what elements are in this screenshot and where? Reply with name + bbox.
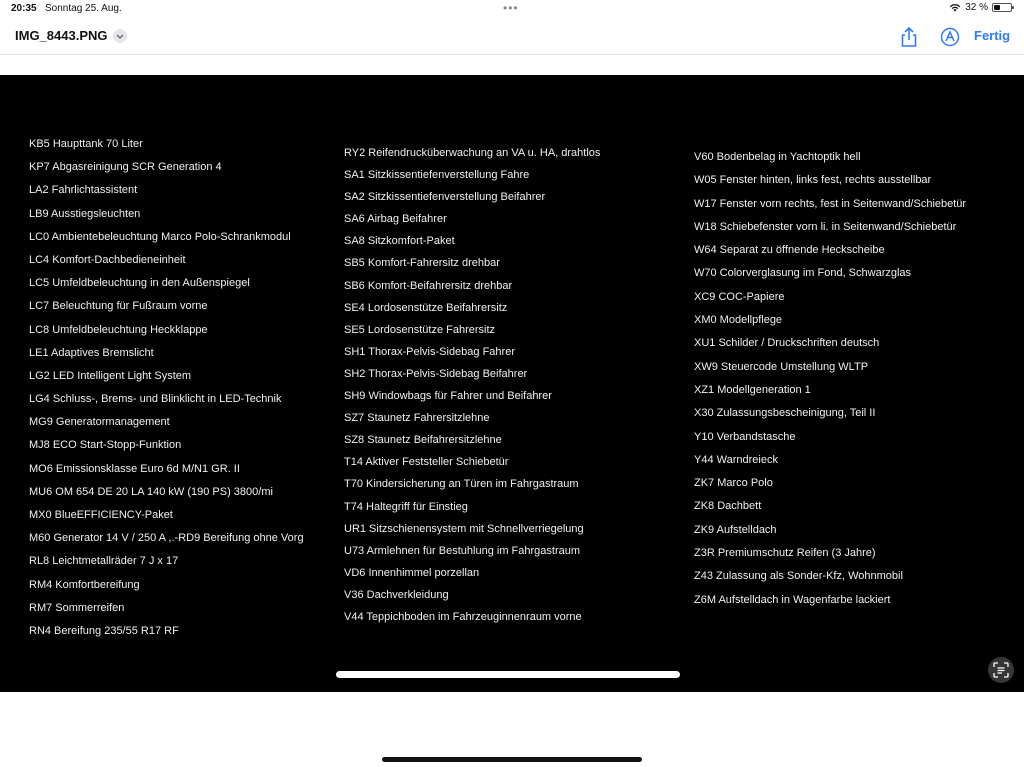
home-indicator[interactable] [382,757,642,762]
option-code-line: SZ8 Staunetz Beifahrersitzlehne [344,434,502,447]
option-code-line: Z43 Zulassung als Sonder-Kfz, Wohnmobil [694,570,903,583]
status-time: 20:35 [11,3,37,14]
multitasking-dots[interactable]: ••• [503,1,519,15]
option-code-line: SA2 Sitzkissentiefenverstellung Beifahrer [344,191,546,204]
option-code-line: XZ1 Modellgeneration 1 [694,383,811,396]
option-code-line: LC4 Komfort-Dachbedieneinheit [29,253,186,266]
option-code-line: SB5 Komfort-Fahrersitz drehbar [344,257,500,270]
option-code-line: T14 Aktiver Feststeller Schiebetür [344,456,509,469]
option-code-line: SE4 Lordosenstütze Beifahrersitz [344,301,508,314]
option-code-line: ZK9 Aufstelldach [694,523,777,536]
option-code-line: LC0 Ambientebeleuchtung Marco Polo-Schrankmodul [29,230,291,243]
option-code-line: SH1 Thorax-Pelvis-Sidebag Fahrer [344,345,515,358]
option-code-line: LB9 Ausstiegsleuchten [29,207,141,220]
option-code-line: U73 Armlehnen für Bestuhlung im Fahrgastraum [344,544,581,557]
option-code-line: MJ8 ECO Start-Stopp-Funktion [29,439,182,452]
option-code-line: Y44 Warndreieck [694,453,778,466]
chevron-down-icon[interactable] [113,29,127,43]
option-code-line: VD6 Innenhimmel porzellan [344,566,480,579]
option-code-line: Z6M Aufstelldach in Wagenfarbe lackiert [694,593,891,606]
option-code-line: V60 Bodenbelag in Yachtoptik hell [694,151,861,163]
option-code-line: V44 Teppichboden im Fahrzeuginnenraum vorne [344,610,582,623]
option-code-line: XM0 Modellpflege [694,314,783,327]
battery-percentage: 32 % [965,2,988,13]
option-code-line: LA2 Fahrlichtassistent [29,184,138,197]
share-icon[interactable] [899,26,919,48]
option-code-line: V36 Dachverkleidung [344,588,449,601]
option-code-line: LC8 Umfeldbeleuchtung Heckklappe [29,323,208,336]
option-code-line: MU6 OM 654 DE 20 LA 140 kW (190 PS) 3800/mi [29,485,273,498]
option-code-line: T70 Kindersicherung an Türen im Fahrgastraum [344,478,579,491]
done-button[interactable]: Fertig [974,28,1011,43]
status-date: Sonntag 25. Aug. [45,3,122,14]
option-code-line: MX0 BlueEFFICIENCY-Paket [29,509,173,521]
option-code-line: W64 Separat zu öffnende Heckscheibe [694,244,885,257]
option-code-line: W70 Colorverglasung im Fond, Schwarzglas [694,267,912,280]
battery-icon [992,3,1012,12]
option-code-line: W05 Fenster hinten, links fest, rechts ausstellbar [694,174,932,187]
option-code-line: SB6 Komfort-Beifahrersitz drehbar [344,279,513,292]
option-code-line: MG9 Generatormanagement [29,416,170,429]
option-code-line: SA1 Sitzkissentiefenverstellung Fahre [344,169,530,182]
option-list-column-1 [29,133,304,643]
option-code-line: SA8 Sitzkomfort-Paket [344,235,455,248]
option-code-line: LE1 Adaptives Bremslicht [29,346,154,359]
option-code-line: SA6 Airbag Beifahrer [344,213,447,226]
option-code-line: RM4 Komfortbereifung [29,578,140,591]
option-code-line: SE5 Lordosenstütze Fahrersitz [344,323,496,336]
image-content[interactable] [0,75,1024,692]
option-code-line: KP7 Abgasreinigung SCR Generation 4 [29,161,222,174]
option-code-line: SH2 Thorax-Pelvis-Sidebag Beifahrer [344,367,528,380]
option-code-line: RN4 Bereifung 235/55 R17 RF [29,624,179,637]
option-code-line: ZK8 Dachbett [694,500,762,513]
option-code-line: X30 Zulassungsbescheinigung, Teil II [694,407,876,420]
option-code-line: LC7 Beleuchtung für Fußraum vorne [29,300,208,313]
option-list-column-3 [694,146,966,612]
option-code-line: RM7 Sommerreifen [29,601,125,614]
option-code-line: M60 Generator 14 V / 250 A ,.-RD9 Bereifung ohne Vorg [29,532,304,545]
wifi-icon [949,3,961,12]
option-code-line: T74 Haltegriff für Einstieg [344,500,468,513]
option-code-line: LG2 LED Intelligent Light System [29,369,192,382]
live-text-icon[interactable] [988,657,1014,683]
option-code-line: LG4 Schluss-, Brems- und Blinklicht in LED-Technik [29,393,282,406]
option-code-line: MO6 Emissionsklasse Euro 6d M/N1 GR. II [29,462,240,475]
option-code-line: RY2 Reifendrucküberwachung an VA u. HA, drahtlos [344,147,601,159]
option-code-line: XC9 COC-Papiere [694,290,785,303]
markup-icon[interactable] [940,27,960,47]
option-code-line: Y10 Verbandstasche [694,430,796,443]
option-code-line: W17 Fenster vorn rechts, fest in Seitenwand/Schiebetür [694,197,967,210]
option-code-line: SH9 Windowbags für Fahrer und Beifahrer [344,390,552,403]
option-code-line: XW9 Steuercode Umstellung WLTP [694,360,869,373]
toolbar [0,18,1024,55]
option-code-line: ZK7 Marco Polo [694,477,773,490]
option-code-line: SZ7 Staunetz Fahrersitzlehne [344,412,490,425]
status-indicators [949,2,1012,13]
option-list-column-2 [344,142,600,628]
option-code-line: RL8 Leichtmetallräder 7 J x 17 [29,555,179,568]
option-code-line: Z3R Premiumschutz Reifen (3 Jahre) [694,547,876,560]
option-code-line: KB5 Haupttank 70 Liter [29,138,143,150]
scroll-indicator [336,671,680,678]
file-title[interactable]: IMG_8443.PNG [15,28,108,43]
option-code-line: UR1 Sitzschienensystem mit Schnellverriegelung [344,522,584,535]
option-code-line: XU1 Schilder / Druckschriften deutsch [694,337,880,350]
option-code-line: W18 Schiebefenster vorn li. in Seitenwand/Schiebetür [694,220,957,233]
option-code-line: LC5 Umfeldbeleuchtung in den Außenspiegel [29,277,250,290]
status-bar [0,0,1024,18]
